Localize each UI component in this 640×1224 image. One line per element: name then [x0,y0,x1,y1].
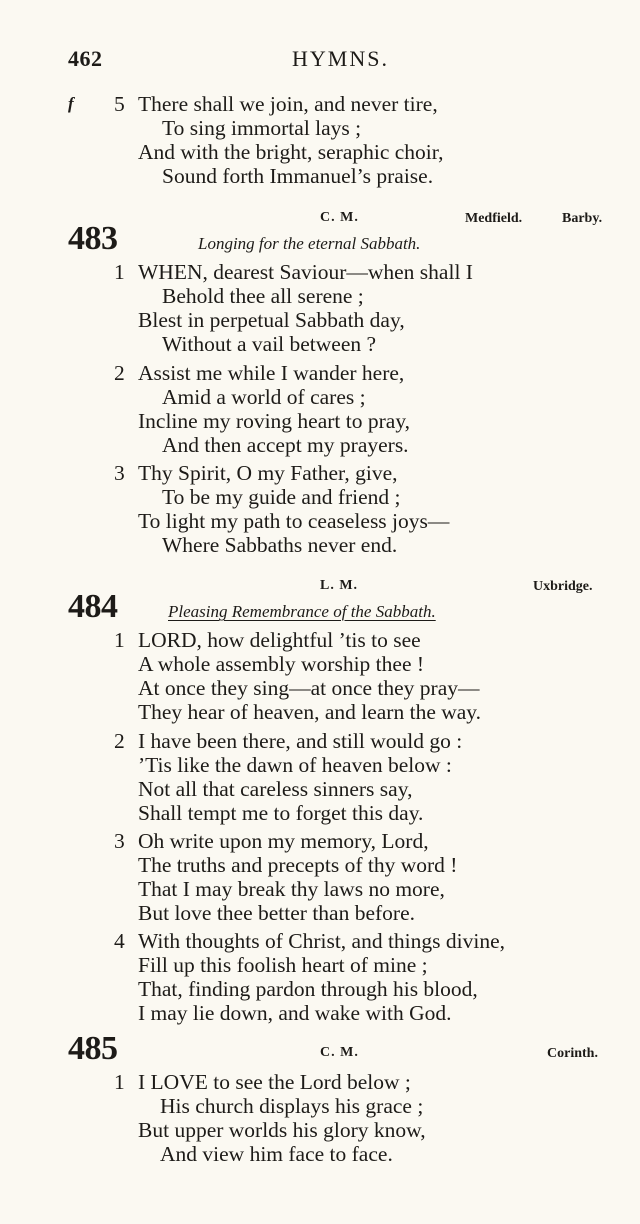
verse-number: 4 [114,929,125,953]
verse-line: And then accept my prayers. [162,433,409,457]
verse-line: And view him face to face. [160,1142,393,1166]
tune-name: Medfield. [465,211,523,226]
verse-line: Oh write upon my memory, Lord, [138,829,429,853]
hymn-meter: C. M. [320,210,359,225]
verse-line: But love thee better than before. [138,901,416,925]
verse-number: 1 [114,260,125,284]
hymn-subtitle: Longing for the eternal Sabbath. [198,234,421,253]
verse-line: WHEN, dearest Saviour—when shall I [138,260,473,284]
verse-line: Shall tempt me to forget this day. [138,801,424,825]
verse-line: I have been there, and still would go : [138,729,463,753]
verse-line: Not all that careless sinners say, [138,777,413,801]
verse-line: There shall we join, and never tire, [138,92,438,116]
verse-line: I may lie down, and wake with God. [138,1001,452,1025]
verse-line: Behold thee all serene ; [162,284,364,308]
page-number: 462 [68,46,103,71]
verse-line: And with the bright, seraphic choir, [138,140,444,164]
verse-line: His church displays his grace ; [160,1094,424,1118]
verse-line: ’Tis like the dawn of heaven below : [138,753,452,777]
verse-number: 1 [114,1070,125,1094]
verse-line: Blest in perpetual Sabbath day, [138,308,405,332]
tune-name: Uxbridge. [533,579,593,594]
hymn-number: 483 [68,220,118,257]
verse-number: 5 [114,92,125,116]
verse-line: That I may break thy laws no more, [138,877,445,901]
verse-line: Assist me while I wander here, [138,361,405,385]
verse-number: 1 [114,628,125,652]
hymn-subtitle: Pleasing Remembrance of the Sabbath. [168,602,436,621]
verse-line: But upper worlds his glory know, [138,1118,426,1142]
dynamic-mark: f [68,94,74,113]
verse-line: They hear of heaven, and learn the way. [138,700,482,724]
verse-number: 3 [114,461,125,485]
verse-number: 3 [114,829,125,853]
verse-line: Incline my roving heart to pray, [138,409,411,433]
verse-line: Fill up this foolish heart of mine ; [138,953,428,977]
verse-number: 2 [114,361,125,385]
tune-name: Corinth. [547,1046,598,1061]
verse-line: With thoughts of Christ, and things divine, [138,929,506,953]
verse-line: A whole assembly worship thee ! [138,652,425,676]
verse-number: 2 [114,729,125,753]
hymn-number: 484 [68,588,118,625]
running-head: HYMNS. [292,46,389,71]
hymn-meter: C. M. [320,1045,359,1060]
verse-line: To sing immortal lays ; [162,116,362,140]
verse-line: That, finding pardon through his blood, [138,977,478,1001]
verse-line: Amid a world of cares ; [162,385,366,409]
tune-name: Barby. [562,211,603,226]
verse-line: At once they sing—at once they pray— [138,676,480,700]
verse-line: Where Sabbaths never end. [162,533,398,557]
verse-line: Thy Spirit, O my Father, give, [138,461,398,485]
verse-line: I LOVE to see the Lord below ; [138,1070,411,1094]
hymn-meter: L. M. [320,578,359,593]
verse-line: LORD, how delightful ’tis to see [138,628,421,652]
verse-line: To be my guide and friend ; [162,485,401,509]
verse-line: Without a vail between ? [162,332,377,356]
verse-line: To light my path to ceaseless joys— [138,509,450,533]
verse-line: The truths and precepts of thy word ! [138,853,458,877]
verse-line: Sound forth Immanuel’s praise. [162,164,434,188]
hymn-number: 485 [68,1030,118,1067]
